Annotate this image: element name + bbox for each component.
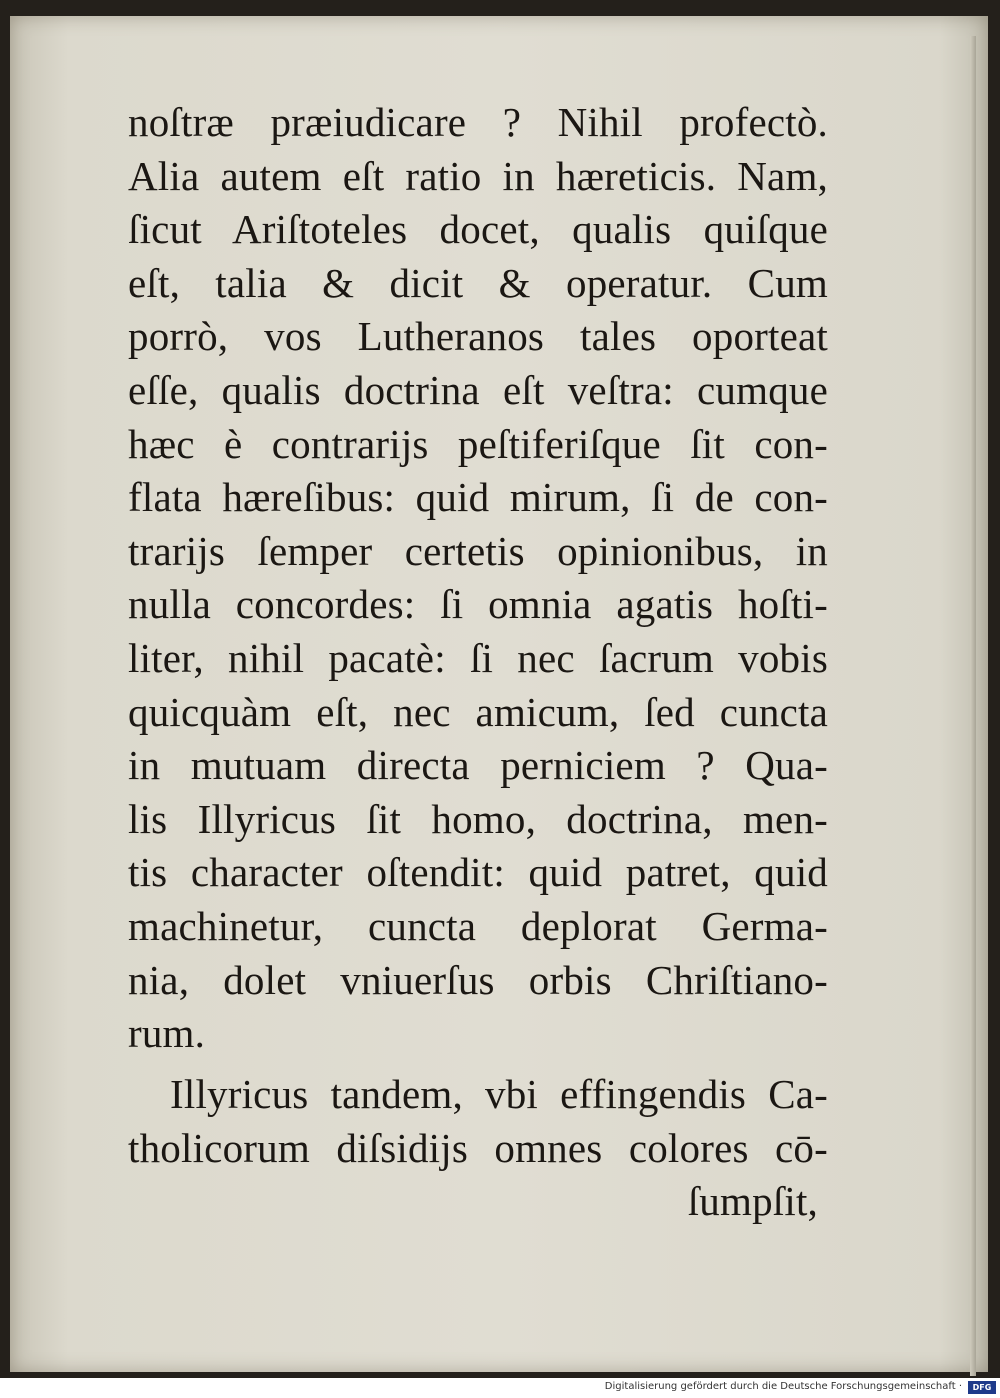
digitization-footer <box>0 1378 1000 1398</box>
page-edge <box>970 36 976 1376</box>
text-line: machinetur, cuncta deplorat Germa- <box>128 902 828 949</box>
book-page <box>10 16 988 1372</box>
dfg-logo-icon: DFG <box>968 1381 996 1394</box>
text-line: tis character oſtendit: quid patret, quid <box>128 849 828 896</box>
text-line: in mutuam directa perniciem ? Qua- <box>128 742 828 789</box>
text-line: trarijs ſemper certetis opinionibus, in <box>128 527 828 574</box>
text-line: Alia autem eſt ratio in hæreticis. Nam, <box>128 152 828 199</box>
text-line: tholicorum diſsidijs omnes colores cō- <box>128 1124 828 1171</box>
catchword: ſumpſit, <box>687 1178 818 1225</box>
text-line: liter, nihil pacatè: ſi nec ſacrum vobis <box>128 634 828 681</box>
text-line: porrò, vos Lutheranos tales oporteat <box>128 313 828 360</box>
paragraph-2 <box>128 1068 828 1229</box>
text-line: lis Illyricus ſit homo, doctrina, men- <box>128 795 828 842</box>
text-line: Illyricus tandem, vbi effingendis Ca- <box>170 1071 828 1117</box>
paragraph-1 <box>128 96 828 1061</box>
text-line: noſtræ præiudicare ? Nihil profectò. <box>128 99 828 145</box>
funding-notice: Digitalisierung gefördert durch die Deutsche Forschungsgemeinschaft · <box>604 1381 962 1392</box>
text-line: nulla concordes: ſi omnia agatis hoſti- <box>128 581 828 628</box>
text-line: ſicut Ariſtoteles docet, qualis quiſque <box>128 206 828 253</box>
text-line: quicquàm eſt, nec amicum, ſed cuncta <box>128 688 828 735</box>
text-line: hæc è contrarijs peſtiferiſque ſit con- <box>128 420 828 467</box>
text-line: eſt, talia & dicit & operatur. Cum <box>128 259 828 306</box>
text-line: eſſe, qualis doctrina eſt veſtra: cumque <box>128 366 828 413</box>
text-line: flata hæreſibus: quid mirum, ſi de con- <box>128 474 828 521</box>
text-line: rum. <box>128 1010 206 1057</box>
text-line: nia, dolet vniuerſus orbis Chriſtiano- <box>128 956 828 1003</box>
